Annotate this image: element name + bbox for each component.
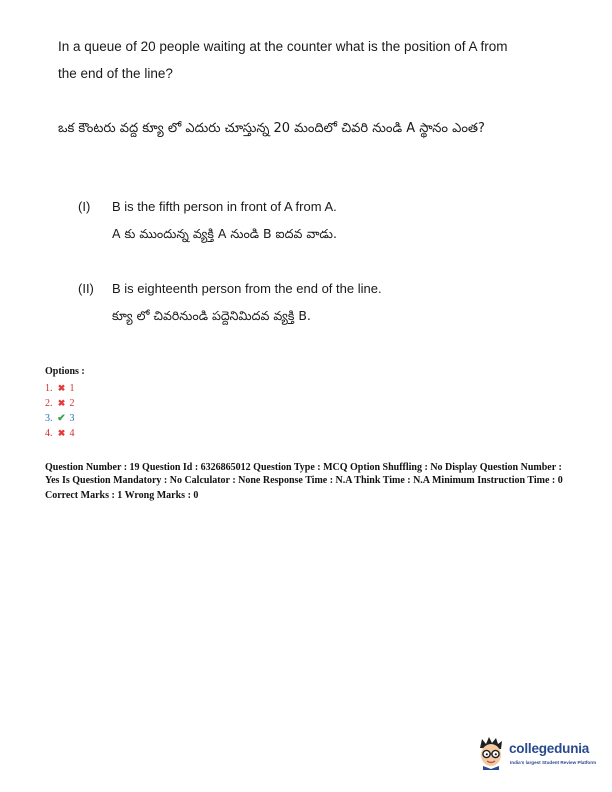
question-details: Question Number : 19 Question Id : 6326865012 Question Type : MCQ Option Shuffling : No Display Question Number : Yes Is Question Mandatory : No Calculator : None Response Time : N.A Think Time : N.A Minimum Instruction Time : 0 (45, 462, 563, 486)
statement-english: B is eighteenth person from the end of the line. (112, 281, 382, 296)
cross-icon: ✖ (57, 398, 66, 408)
question-meta (45, 462, 575, 503)
option-3 (45, 411, 85, 426)
cross-icon: ✖ (57, 383, 66, 393)
options-heading: Options : (45, 366, 85, 377)
option-value: 2 (69, 398, 75, 409)
statement-telugu: క్యూ లో చివరినుండి పద్దెనిమిదవ వ్యక్తి B. (112, 308, 311, 323)
option-value: 3 (69, 413, 75, 424)
option-2 (45, 396, 85, 411)
question-telugu: ఒక కౌంటరు వద్ద క్యూ లో ఎదురు చూస్తున్న 20 మందిలో చివరి నుండి A స్థానం ఎంత? (58, 121, 485, 136)
option-value: 1 (69, 383, 75, 394)
question-marks: Correct Marks : 1 Wrong Marks : 0 (45, 490, 199, 501)
statement-number: (I) (78, 199, 91, 214)
check-icon: ✔ (57, 413, 66, 424)
statement-number: (II) (78, 281, 94, 296)
question-english: In a queue of 20 people waiting at the counter what is the position of A from the end of the line? (58, 39, 508, 81)
option-index: 4. (45, 428, 53, 439)
collegedunia-logo (476, 736, 606, 776)
option-4 (45, 426, 85, 441)
option-index: 3. (45, 413, 53, 424)
logo-tagline: India's largest Student Review Platform (510, 760, 597, 765)
logo-brand: collegedunia (509, 741, 590, 756)
statement-telugu: A కు ముందున్న వ్యక్తి A నుండి B ఐదవ వాడు. (112, 226, 337, 241)
option-1 (45, 381, 85, 396)
option-index: 2. (45, 398, 53, 409)
statement-2 (78, 279, 498, 326)
statement-1 (78, 197, 498, 244)
statement-english: B is the fifth person in front of A from A. (112, 199, 337, 214)
option-value: 4 (69, 428, 75, 439)
cross-icon: ✖ (57, 428, 66, 438)
options-list (45, 365, 85, 441)
mascot-icon (476, 736, 506, 770)
option-index: 1. (45, 383, 53, 394)
